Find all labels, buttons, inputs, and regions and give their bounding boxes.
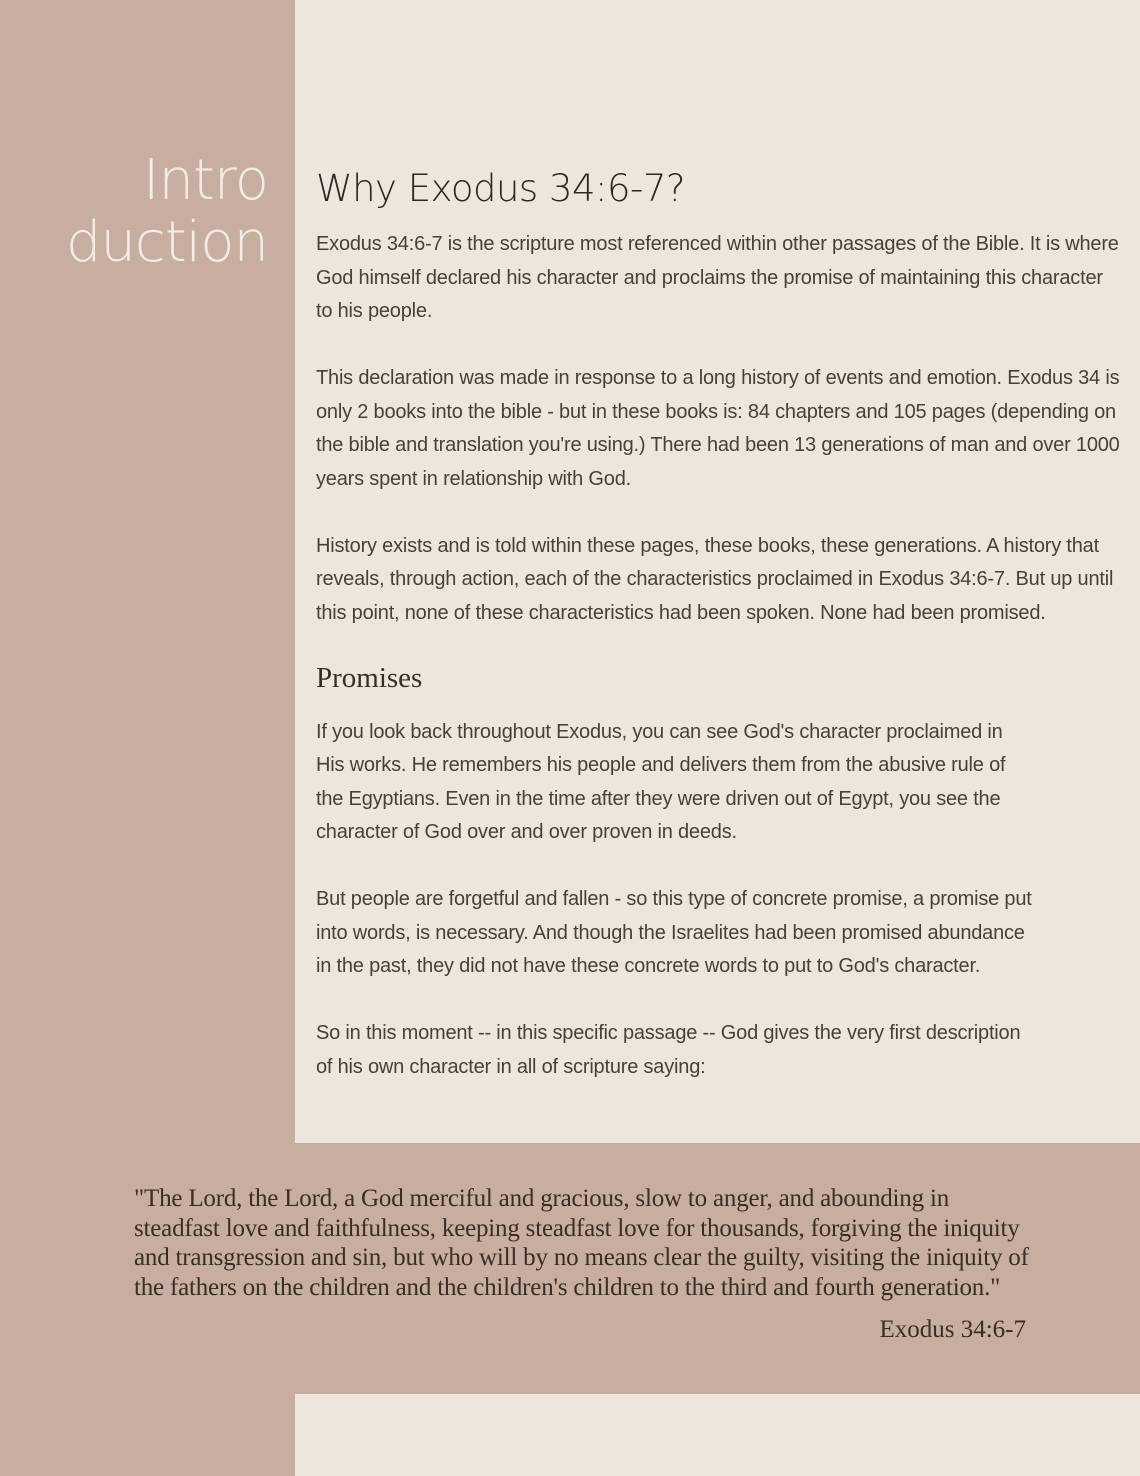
- section-label: [0, 150, 268, 274]
- scripture-reference: Exodus 34:6-7: [879, 1316, 1026, 1343]
- section-label-line-1: Intro: [142, 148, 268, 213]
- paragraph-promises-1: If you look back throughout Exodus, you can see God's character proclaimed in His works. He remembers his people and delivers them from the abusive rule of the Egyptians. Even in the time after they were driven out of Egypt, you see the character of God over and over proven in deeds.: [316, 720, 1006, 843]
- main-content: [316, 164, 1124, 1118]
- section-label-line-2: duction: [65, 210, 268, 275]
- paragraph-intro-1: Exodus 34:6-7 is the scripture most referenced within other passages of the Bible. It is where God himself declared his character and proclaims the promise of maintaining this character to his people.: [316, 233, 1119, 322]
- paragraph-promises-2: But people are forgetful and fallen - so this type of concrete promise, a promise put into words, is necessary. And though the Israelites had been promised abundance in the past, they did not have these concrete words to put to God's character.: [316, 888, 1032, 977]
- section-heading-promises: Promises: [316, 661, 423, 694]
- paragraph-intro-3: History exists and is told within these pages, these books, these generations. A history that reveals, through action, each of the characteristics proclaimed in Exodus 34:6-7. But up until this point, none of these characteristics had been spoken. None had been promised.: [316, 534, 1114, 624]
- paragraph-promises-3: So in this moment -- in this specific passage -- God gives the very first description of his own character in all of scripture saying:: [316, 1022, 1021, 1078]
- paragraph-intro-2: This declaration was made in response to a long history of events and emotion. Exodus 34 is only 2 books into the bible - but in these books is: 84 chapters and 105 pages (depending on the bible and translation you're using.) There had been 13 generations of man and over 1000 years spent in relationship with God.: [316, 367, 1120, 490]
- scripture-quote: "The Lord, the Lord, a God merciful and gracious, slow to anger, and abounding in steadfast love and faithfulness, keeping steadfast love for thousands, forgiving the iniquity and transgression and sin, but who will by no means clear the guilty, visiting the iniquity of the fathers on the children and the children's children to the third and fourth generation.": [134, 1185, 1029, 1301]
- page-title: Why Exodus 34:6-7?: [316, 167, 686, 210]
